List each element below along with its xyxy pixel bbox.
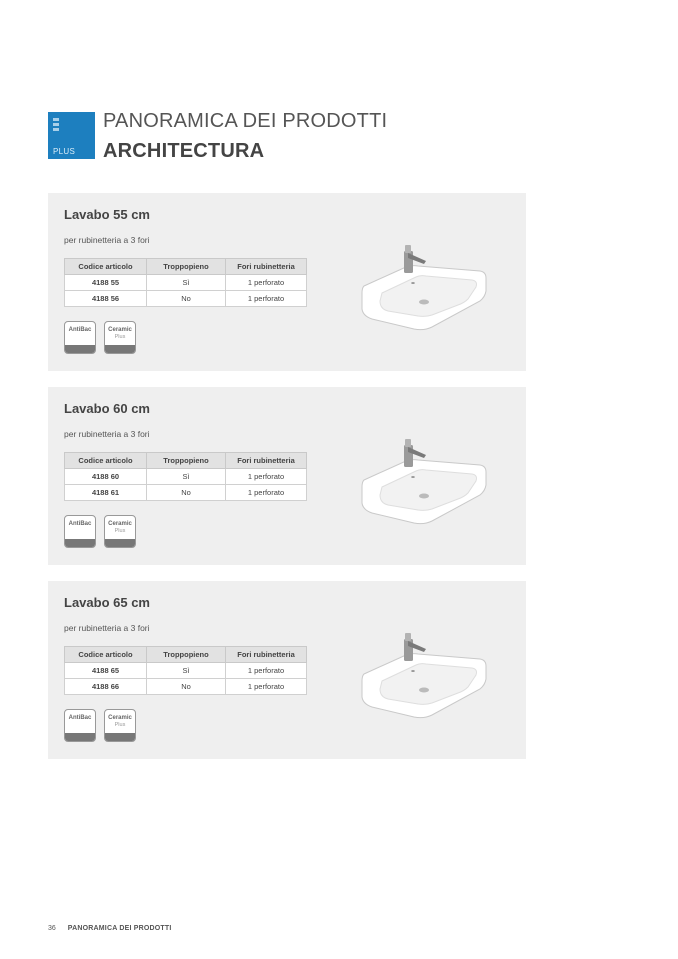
table-cell-code: 4188 55 (65, 275, 147, 291)
washbasin-image (358, 241, 492, 336)
table-cell-overflow: No (147, 291, 226, 307)
table-cell-overflow: Sì (147, 469, 226, 485)
column-header: Troppopieno (147, 259, 226, 275)
product-card-lavabo-65 (48, 581, 526, 759)
table-row (65, 291, 307, 307)
page-footer (48, 925, 172, 932)
table-header-row (65, 259, 307, 275)
column-header: Troppopieno (147, 453, 226, 469)
product-description: per rubinetteria a 3 fori (64, 235, 150, 245)
product-title: Lavabo 55 cm (64, 207, 150, 222)
product-card-lavabo-60 (48, 387, 526, 565)
table-row (65, 485, 307, 501)
column-header: Troppopieno (147, 647, 226, 663)
antibac-badge-icon: AntiBac (64, 321, 96, 354)
feature-badges (64, 321, 144, 359)
page-title: PANORAMICA DEI PRODOTTI (103, 110, 388, 132)
brand-logo (48, 112, 95, 159)
table-row (65, 275, 307, 291)
product-title: Lavabo 65 cm (64, 595, 150, 610)
table-cell-overflow: Sì (147, 275, 226, 291)
table-cell-holes: 1 perforato (226, 663, 307, 679)
table-cell-overflow: No (147, 485, 226, 501)
table-cell-holes: 1 perforato (226, 485, 307, 501)
antibac-badge-icon: AntiBac (64, 515, 96, 548)
table-cell-overflow: No (147, 679, 226, 695)
table-row (65, 679, 307, 695)
table-cell-code: 4188 66 (65, 679, 147, 695)
product-spec-table (64, 258, 307, 307)
product-spec-table (64, 452, 307, 501)
table-cell-code: 4188 56 (65, 291, 147, 307)
washbasin-image (358, 435, 492, 530)
column-header: Codice articolo (65, 259, 147, 275)
table-cell-code: 4188 61 (65, 485, 147, 501)
product-card-lavabo-55 (48, 193, 526, 371)
column-header: Codice articolo (65, 453, 147, 469)
product-description: per rubinetteria a 3 fori (64, 429, 150, 439)
column-header: Fori rubinetteria (226, 453, 307, 469)
table-cell-code: 4188 60 (65, 469, 147, 485)
table-cell-holes: 1 perforato (226, 469, 307, 485)
footer-label: PANORAMICA DEI PRODOTTI (67, 925, 172, 932)
table-header-row (65, 647, 307, 663)
washbasin-image (358, 629, 492, 724)
product-description: per rubinetteria a 3 fori (64, 623, 150, 633)
feature-badges (64, 709, 144, 747)
page-number: 36 (48, 925, 56, 932)
table-cell-holes: 1 perforato (226, 291, 307, 307)
ceramicplus-badge-icon: Ceramic Plus (104, 515, 136, 548)
table-row (65, 663, 307, 679)
logo-bars-icon (53, 118, 59, 133)
column-header: Fori rubinetteria (226, 259, 307, 275)
table-cell-overflow: Sì (147, 663, 226, 679)
ceramicplus-badge-icon: Ceramic Plus (104, 321, 136, 354)
page-subtitle: ARCHITECTURA (103, 140, 265, 162)
ceramicplus-badge-icon: Ceramic Plus (104, 709, 136, 742)
product-spec-table (64, 646, 307, 695)
column-header: Codice articolo (65, 647, 147, 663)
logo-label: PLUS (53, 147, 76, 156)
feature-badges (64, 515, 144, 553)
product-title: Lavabo 60 cm (64, 401, 150, 416)
table-row (65, 469, 307, 485)
table-cell-holes: 1 perforato (226, 679, 307, 695)
column-header: Fori rubinetteria (226, 647, 307, 663)
table-cell-code: 4188 65 (65, 663, 147, 679)
table-cell-holes: 1 perforato (226, 275, 307, 291)
antibac-badge-icon: AntiBac (64, 709, 96, 742)
table-header-row (65, 453, 307, 469)
